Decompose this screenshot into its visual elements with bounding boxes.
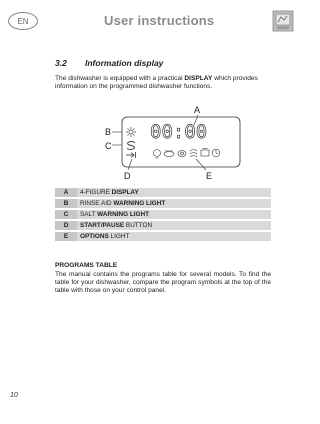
section-title-text: Information display [85, 58, 164, 68]
display-digits: 00:00 [150, 121, 208, 143]
legend-plain-text: 4-FIGURE [80, 189, 112, 196]
legend-plain-text: RINSE AID [80, 200, 114, 207]
legend-row [55, 232, 271, 241]
language-badge [8, 12, 38, 30]
legend-table [55, 186, 271, 243]
legend-bold-text: DISPLAY [111, 189, 139, 196]
programs-text: The manual contains the programs table for several models. To find the table for your dishwasher, compare the program symbols at the top of the table with those on your control panel. [55, 271, 271, 295]
label-e: E [206, 171, 213, 181]
label-d: D [124, 171, 131, 181]
intro-highlight: DISPLAY [184, 75, 213, 82]
dishwasher-manual-icon [272, 10, 294, 32]
intro-paragraph [55, 75, 271, 91]
legend-row [55, 199, 271, 208]
legend-plain-text: SALT [80, 211, 98, 218]
legend-description [77, 188, 271, 197]
legend-suffix-text: BUTTON [124, 222, 153, 229]
legend-row [55, 188, 271, 197]
section-title [55, 58, 163, 68]
legend-description [77, 221, 271, 230]
legend-key: B [55, 199, 77, 208]
legend-bold-text: START/PAUSE [80, 222, 125, 229]
legend-row [55, 221, 271, 230]
legend-bold-text: OPTIONS [80, 233, 109, 240]
legend-row [55, 210, 271, 219]
display-diagram [102, 103, 252, 181]
legend-body [55, 188, 271, 241]
legend-key: A [55, 188, 77, 197]
legend-bold-text: WARNING LIGHT [113, 200, 166, 207]
label-a: A [194, 105, 201, 115]
language-code: EN [17, 16, 29, 26]
page-header [8, 10, 292, 34]
intro-text-start: The dishwasher is equipped with a practical [55, 75, 185, 82]
legend-key: C [55, 210, 77, 219]
legend-description [77, 232, 271, 241]
legend-description [77, 210, 271, 219]
section-number: 3.2 [55, 58, 67, 68]
legend-bold-text: WARNING LIGHT [97, 211, 150, 218]
label-b: B [105, 127, 112, 137]
legend-description [77, 199, 271, 208]
programs-heading: PROGRAMS TABLE [55, 262, 118, 269]
label-c: C [105, 141, 112, 151]
legend-key: D [55, 221, 77, 230]
legend-key: E [55, 232, 77, 241]
page-number: 10 [10, 392, 18, 399]
intro-text-end: which provides information on the programmed dishwasher functions. [55, 75, 258, 91]
legend-suffix-text: LIGHT [108, 233, 130, 240]
header-title: User instructions [104, 13, 215, 28]
